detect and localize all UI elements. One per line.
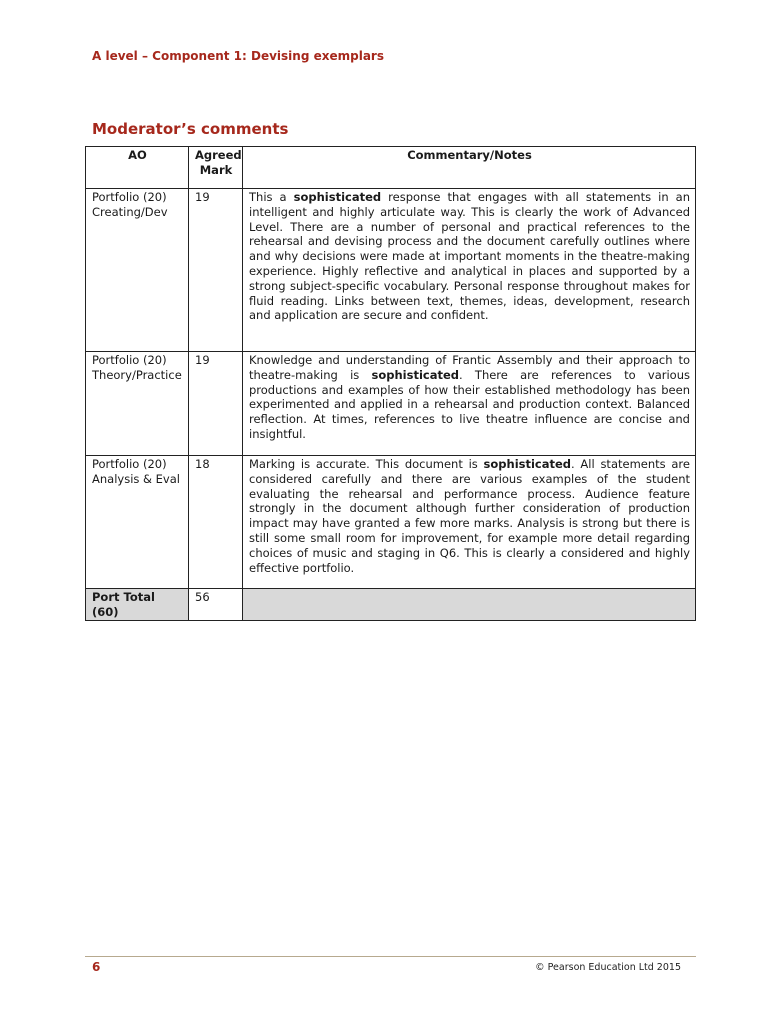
commentary-cell — [243, 189, 696, 352]
commentary-emphasis: sophisticated — [483, 457, 572, 471]
header-commentary: Commentary/Notes — [243, 147, 696, 189]
total-row — [86, 589, 696, 621]
mark-cell: 18 — [189, 456, 243, 589]
table-row — [86, 352, 696, 456]
commentary-text: . All statements are considered carefully and there are various examples of the student evaluating the rehearsal and performance process. Audience feature strongly in the document although further consideration of production impact may have granted a few more marks. Analysis is strong but there is still some small room for improvement, for example more detail regarding choices of music and staging in Q6. This is clearly a considered and highly effective portfolio. — [249, 457, 690, 575]
commentary-text: This a — [249, 190, 294, 204]
table-row — [86, 456, 696, 589]
commentary-text: response that engages with all statements in an intelligent and highly articulate way. This is clearly the work of Advanced Level. There are a number of personal and practical references to the rehearsal and devising process and the document carefully outlines where and why decisions were made at important moments in the theatre-making experience. Highly reflective and analytical in places and supported by a strong subject-specific vocabulary. Personal response throughout makes for fluid reading. Links between text, themes, ideas, development, research and application are secure and confident. — [249, 190, 691, 323]
mark-cell: 19 — [189, 352, 243, 456]
document-header-title: A level – Component 1: Devising exemplars — [92, 49, 384, 63]
page-number: 6 — [92, 960, 101, 974]
table-header-row — [86, 147, 696, 189]
header-agreed-mark: Agreed Mark — [189, 147, 243, 189]
header-ao: AO — [86, 147, 189, 189]
commentary-emphasis: sophisticated — [293, 190, 382, 204]
section-title: Moderator’s comments — [92, 120, 289, 138]
ao-cell: Portfolio (20) Creating/Dev — [86, 189, 189, 352]
commentary-text: . There are references to various productions and examples of how their established methodology has been experimented and applied in a rehearsal and production context. Balanced reflection. At times, references to live theatre influence are concise and insightful. — [249, 367, 690, 441]
copyright-notice: © Pearson Education Ltd 2015 — [535, 962, 681, 973]
total-label: Port Total (60) — [86, 589, 189, 621]
total-commentary-empty — [243, 589, 696, 621]
commentary-text: Marking is accurate. This document is — [249, 457, 484, 471]
moderator-comments-table — [85, 146, 696, 621]
mark-cell: 19 — [189, 189, 243, 352]
commentary-emphasis: sophisticated — [371, 367, 460, 382]
table-row — [86, 189, 696, 352]
footer-divider — [85, 956, 696, 957]
total-mark: 56 — [189, 589, 243, 621]
commentary-text: Knowledge and understanding of Frantic Assembly and their approach to theatre-making is — [249, 353, 690, 382]
ao-cell: Portfolio (20) Analysis & Eval — [86, 456, 189, 589]
commentary-cell — [243, 456, 696, 589]
commentary-cell — [243, 352, 696, 456]
ao-cell: Portfolio (20) Theory/Practice — [86, 352, 189, 456]
